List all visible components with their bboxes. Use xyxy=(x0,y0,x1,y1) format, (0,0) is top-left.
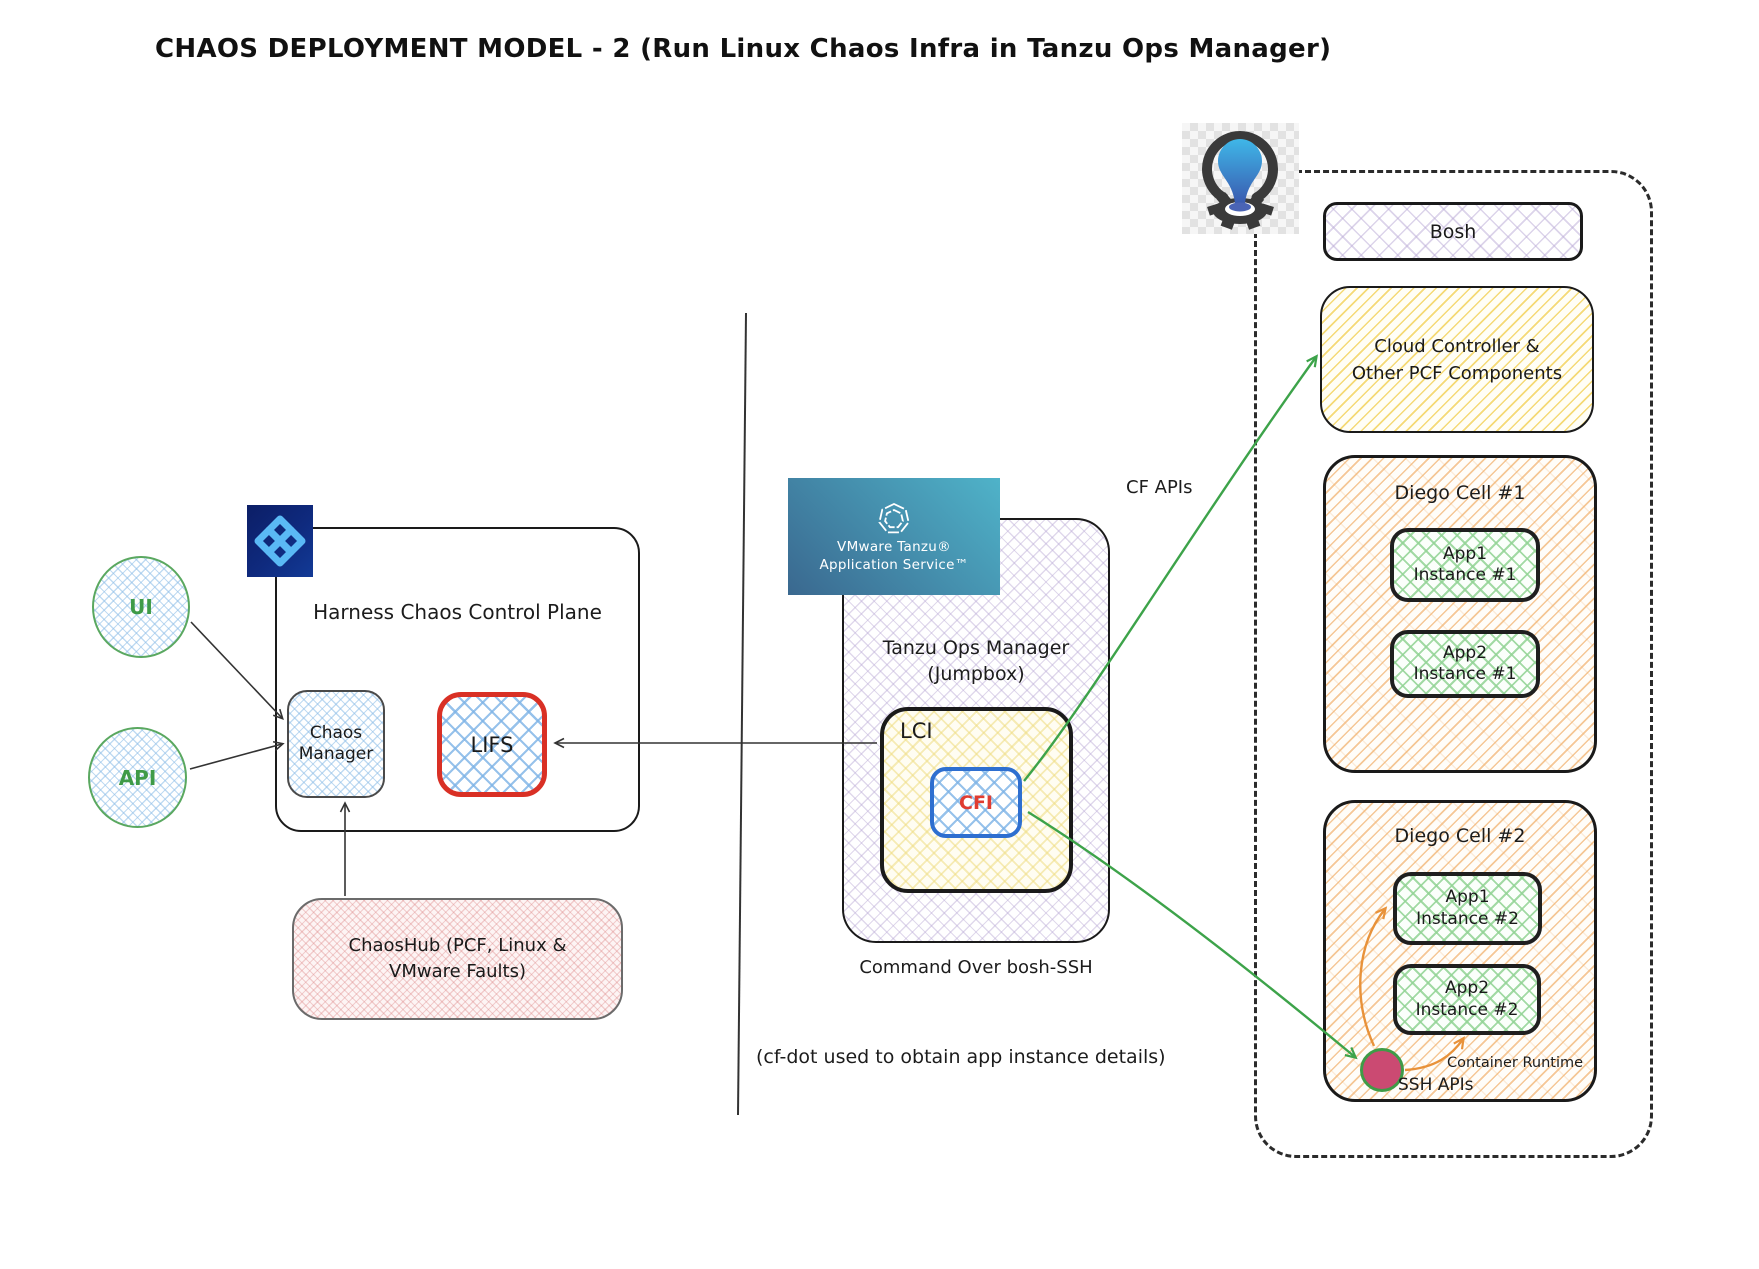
cf-apis-label: CF APIs xyxy=(1126,477,1193,498)
api-node xyxy=(88,727,187,828)
tanzu-logo-text-line1: VMware Tanzu® xyxy=(837,538,951,555)
tanzu-ops-manager-label-line2: (Jumpbox) xyxy=(927,663,1025,685)
cfi-box xyxy=(930,767,1022,838)
ui-node xyxy=(92,556,190,658)
app2-instance-1-box xyxy=(1390,630,1540,698)
app1-instance-2-line1: App1 xyxy=(1445,887,1490,908)
api-node-label: API xyxy=(118,765,157,790)
app1-instance-2-box xyxy=(1393,872,1542,945)
harness-logo-icon xyxy=(247,505,313,577)
app1-instance-1-line2: Instance #1 xyxy=(1413,565,1517,585)
app1-instance-2-line2: Instance #2 xyxy=(1416,908,1519,929)
lifs-box xyxy=(437,692,547,797)
harness-control-plane-label: Harness Chaos Control Plane xyxy=(313,600,602,624)
cloud-controller-label-line2: Other PCF Components xyxy=(1351,362,1563,384)
bosh-logo-icon xyxy=(1182,123,1299,234)
ui-node-label: UI xyxy=(129,595,153,619)
cloud-controller-label-line1: Cloud Controller & xyxy=(1374,335,1540,357)
chaos-manager-box xyxy=(287,690,385,798)
chaos-manager-label-line2: Manager xyxy=(298,744,374,764)
app2-instance-2-line2: Instance #2 xyxy=(1415,999,1519,1020)
chaoshub-box xyxy=(292,898,623,1020)
lifs-label: LIFS xyxy=(470,732,514,757)
app2-instance-2-box xyxy=(1393,964,1541,1035)
lci-label: LCI xyxy=(900,719,933,743)
section-divider-line xyxy=(738,313,746,1115)
tanzu-heptagon-icon xyxy=(876,501,912,537)
chaoshub-label-line1: ChaosHub (PCF, Linux & xyxy=(348,934,567,956)
cfi-label: CFI xyxy=(959,791,993,814)
app2-instance-1-line1: App2 xyxy=(1442,642,1488,663)
chaoshub-label-line2: VMware Faults) xyxy=(389,961,526,982)
chaos-manager-label-line1: Chaos xyxy=(309,722,363,743)
cfdot-note: (cf-dot used to obtain app instance details) xyxy=(756,1046,1166,1068)
ssh-apis-label: SSH APIs xyxy=(1398,1075,1474,1095)
bosh-label: Bosh xyxy=(1429,220,1477,243)
diagram-title: CHAOS DEPLOYMENT MODEL - 2 (Run Linux Chaos Infra in Tanzu Ops Manager) xyxy=(155,34,1332,64)
command-over-bosh-ssh-label: Command Over bosh-SSH xyxy=(859,957,1093,978)
cloud-controller-box xyxy=(1320,286,1594,433)
bosh-box xyxy=(1323,202,1583,261)
container-runtime-label: Container Runtime xyxy=(1447,1055,1584,1071)
diego-cell-1-title: Diego Cell #1 xyxy=(1394,482,1526,504)
tanzu-ops-manager-label-line1: Tanzu Ops Manager xyxy=(882,637,1070,659)
tanzu-logo-text-line2: Application Service™ xyxy=(819,556,969,573)
app1-instance-1-line1: App1 xyxy=(1442,543,1488,564)
vmware-tanzu-logo xyxy=(788,478,1000,595)
app1-instance-1-box xyxy=(1390,528,1540,602)
app2-instance-2-line1: App2 xyxy=(1444,978,1490,999)
diego-cell-2-title: Diego Cell #2 xyxy=(1394,825,1526,847)
diego-cell-1-box xyxy=(1323,455,1597,773)
app2-instance-1-line2: Instance #1 xyxy=(1413,664,1517,684)
arrow-api-to-chaos-manager xyxy=(190,744,282,769)
arrow-ui-to-chaos-manager xyxy=(191,622,282,718)
